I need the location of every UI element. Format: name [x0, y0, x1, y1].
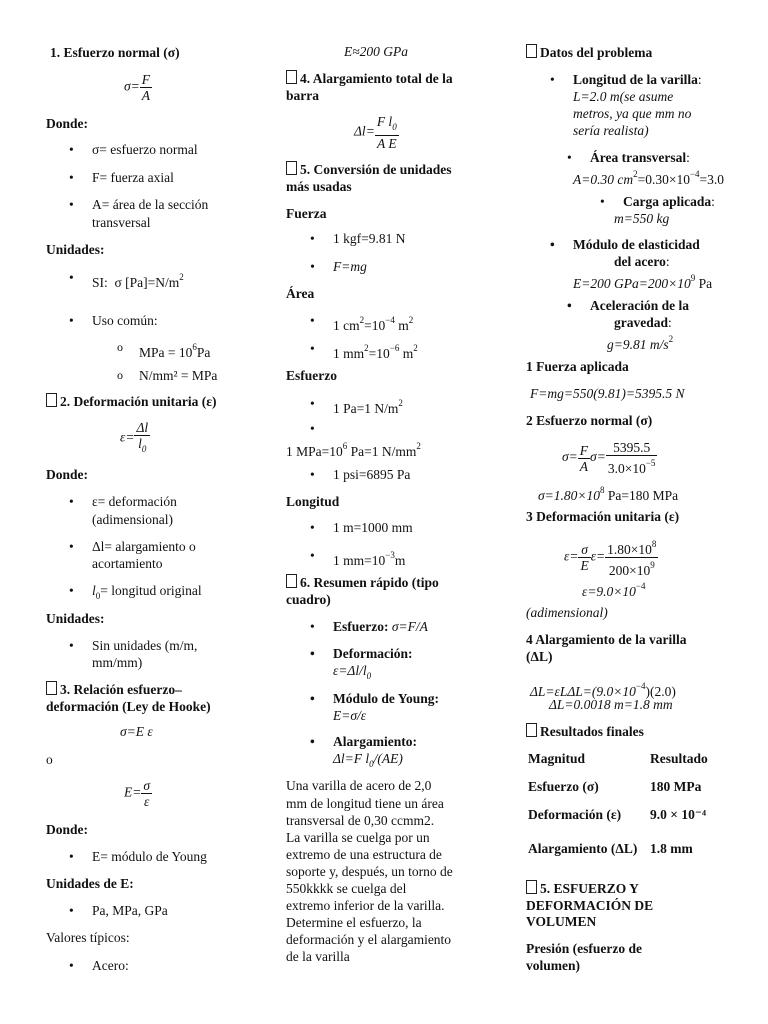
section-3-title-cont: deformación (Ley de Hooke) [46, 699, 211, 714]
list-item: • 1 Pa=1 $N/m^2$ [333, 395, 403, 417]
results-title: Resultados finales [526, 723, 644, 740]
data-note: metros, ya que mm no [573, 106, 692, 121]
equation-elongation: Δl= $\frac{F l_0}{\text{A E}}$ [354, 114, 397, 151]
equation-stress: σ= $\frac{F}{A}$ [124, 72, 151, 103]
section-4-title-cont: barra [286, 88, 319, 103]
unidades-label: Unidades: [46, 611, 105, 626]
results-table [526, 744, 710, 868]
data-item: • Carga aplicada: [623, 193, 715, 210]
section-5-volume-title-cont: DEFORMACIÓN DE [526, 898, 654, 913]
step-2-equation: σ= $\frac{F}{A}$ σ= $\frac{5395.5}{3.0\times 10^{-5}}$ [562, 440, 656, 476]
summary-equation: $\varepsilon=\Delta l/l_0$ [333, 663, 372, 681]
data-value: A=0.30 $cm^2=0.30\times 10^{-4}=3.0$ [573, 169, 725, 187]
problem-text: La varilla se cuelga por un [286, 830, 430, 845]
data-item: • Longitud de la varilla: [573, 71, 702, 88]
list-item: • 1 $mm=10^{-3}m$ [333, 547, 405, 569]
bullet-marker: • [310, 421, 315, 436]
step-4-result: ΔL=0.0018 m=1.8 mm [549, 697, 673, 712]
young-value: E≈200 GPa [344, 44, 409, 59]
section-6-title-cont: cuadro) [286, 592, 331, 607]
list-item: 1 $MPa=10^6$ Pa=1 $N/mm^2$ [286, 441, 421, 459]
list-item: • 1 psi=6895 Pa [333, 466, 410, 483]
problem-text: extremo de una estructura de [286, 847, 442, 862]
step-3-equation: ε= $\frac{\sigma}{E}$ ε= $\frac{1.80\times 10^8}{200\times 10^9}$ [564, 539, 657, 578]
or-text: o [46, 752, 53, 767]
data-item-cont: gravedad: [614, 315, 672, 330]
problem-text: transversal de 0,30 ccmm2. [286, 813, 435, 828]
list-item-continued: mm/mm) [92, 655, 143, 670]
list-item: • A= área de la sección [92, 196, 208, 213]
table-row [526, 828, 710, 868]
data-value: m=550 kg [614, 211, 670, 226]
table-header: Magnitud [528, 750, 586, 766]
data-value: g=9.81 $m/s^2$ [607, 334, 674, 352]
equation-hooke: σ=E ε [120, 724, 153, 739]
step-3-title: 3 Deformación unitaria (ε) [526, 509, 680, 524]
step-3-result: $\varepsilon=9.0\times 10^{-4}$ [582, 581, 646, 599]
data-value: E=200 $GPa=200\times 10^9$ Pa [573, 273, 713, 291]
step-2-result: $\sigma=1.80\times 10^8$ Pa=180 MPa [538, 485, 679, 503]
list-item: • ε= deformación [92, 493, 177, 510]
list-item-continued: (adimensional) [92, 512, 173, 527]
table-cell: 1.8 mm [650, 840, 693, 856]
summary-item: • Módulo de Young: [333, 690, 439, 707]
donde-label: Donde: [46, 116, 89, 131]
summary-equation: Δl=F $l_0/(AE)$ [333, 751, 403, 769]
step-2-title: 2 Esfuerzo normal (σ) [526, 413, 653, 428]
step-1-equation: F=mg=550(9.81)=5395.5 N [530, 386, 685, 401]
data-item-cont: del acero: [614, 254, 670, 269]
table-row [526, 800, 710, 828]
valores-label: Valores típicos: [46, 930, 130, 945]
list-item: • 1 kgf=9.81 N [333, 230, 405, 247]
table-cell: Alargamiento (ΔL) [528, 840, 638, 856]
longitud-label: Longitud [286, 494, 340, 509]
unidades-e-label: Unidades de E: [46, 876, 134, 891]
section-5-title-cont: más usadas [286, 179, 352, 194]
problem-text: Una varilla de acero de 2,0 [286, 778, 432, 793]
list-item-si: • SI: σ $[Pa]=N/m^2$ [92, 269, 184, 291]
data-item: • Aceleración de la [590, 297, 689, 314]
section-4-title: 4. Alargamiento total de la [286, 70, 453, 87]
donde-label: Donde: [46, 822, 89, 837]
summary-equation: E=σ/ε [333, 708, 367, 723]
table-cell: 9.0 × 10⁻⁴ [650, 806, 706, 822]
problem-text: de la varilla [286, 949, 350, 964]
table-cell: Deformación (ε) [528, 806, 622, 822]
list-item-continued: transversal [92, 215, 151, 230]
list-item: • Pa, MPa, GPa [92, 902, 168, 919]
sub-list-item: o MPa = $10^6Pa$ [139, 339, 210, 361]
section-2-title: 2. Deformación unitaria (ε) [46, 393, 217, 410]
section-1-title: 1. Esfuerzo normal (σ) [50, 45, 180, 60]
donde-label: Donde: [46, 467, 89, 482]
list-item: • Sin unidades (m/m, [92, 637, 197, 654]
problem-text: Determine el esfuerzo, la [286, 915, 422, 930]
presion-label: Presión (esfuerzo de [526, 941, 642, 956]
list-item: • Δl= alargamiento o [92, 538, 196, 555]
fuerza-label: Fuerza [286, 206, 327, 221]
list-item: • Acero: [92, 957, 129, 974]
unidades-label: Unidades: [46, 242, 105, 257]
equation-strain: ε= $\frac{\Delta l}{l_0}$ [120, 420, 149, 454]
table-cell: 180 MPa [650, 778, 702, 794]
list-item: • σ= esfuerzo normal [92, 141, 198, 158]
section-6-title: 6. Resumen rápido (tipo [286, 574, 439, 591]
summary-item: • Alargamiento: [333, 733, 417, 750]
data-note: sería realista) [573, 123, 649, 138]
step-4-equation: $\Delta L=\varepsilon L\Delta L=(9.0\times 10^{-4})(2.0)$ [530, 681, 676, 699]
section-5-volume-title-cont: VOLUMEN [526, 914, 597, 929]
problem-text: soporte y, después, un torno de [286, 864, 453, 879]
area-label: Área [286, 286, 315, 301]
table-cell: Esfuerzo (σ) [528, 778, 599, 794]
step-4-title: 4 Alargamiento de la varilla [526, 632, 687, 647]
problem-text: 550kkkk se cuelga del [286, 881, 407, 896]
section-3-title: 3. Relación esfuerzo– [46, 681, 182, 698]
summary-item: • Esfuerzo: σ=F/A [333, 618, 428, 635]
section-5-title: 5. Conversión de unidades [286, 161, 452, 178]
problem-text: extremo inferior de la varilla. [286, 898, 445, 913]
data-item: • Módulo de elasticidad [573, 236, 700, 253]
list-item: • 1 m=1000 mm [333, 519, 413, 536]
list-item: • 1 $cm^2=10^{-4}$ $m^2$ [333, 312, 413, 334]
list-item-continued: acortamiento [92, 556, 163, 571]
table-header: Resultado [650, 750, 708, 766]
list-item: • 1 $mm^2=10^{-6}$ $m^2$ [333, 340, 418, 362]
list-item-uso: • Uso común: [92, 312, 158, 329]
datos-title: Datos del problema [526, 44, 652, 61]
problem-text: mm de longitud tiene un área [286, 796, 444, 811]
step-4-title-cont: (ΔL) [526, 649, 553, 664]
problem-text: deformación y el alargamiento [286, 932, 452, 947]
sub-list-item: o N/mm² = MPa [139, 367, 217, 384]
data-item: • Área transversal: [590, 149, 690, 166]
table-header-row [526, 744, 710, 772]
presion-label-cont: volumen) [526, 958, 580, 973]
section-5-volume-title: 5. ESFUERZO Y [526, 880, 639, 897]
summary-item: • Deformación: [333, 645, 412, 662]
adimensional-note: (adimensional) [526, 605, 608, 620]
list-item: • $l_0=$ longitud original [92, 582, 202, 605]
table-row [526, 772, 710, 800]
data-value: L=2.0 m(se asume [573, 89, 674, 104]
step-1-title: 1 Fuerza aplicada [526, 359, 629, 374]
list-item: • F= fuerza axial [92, 169, 174, 186]
equation-young: E= $\frac{\sigma}{\varepsilon}$ [124, 778, 151, 809]
list-item: • F=mg [333, 258, 367, 275]
esfuerzo-label: Esfuerzo [286, 368, 337, 383]
list-item: • E= módulo de Young [92, 848, 207, 865]
